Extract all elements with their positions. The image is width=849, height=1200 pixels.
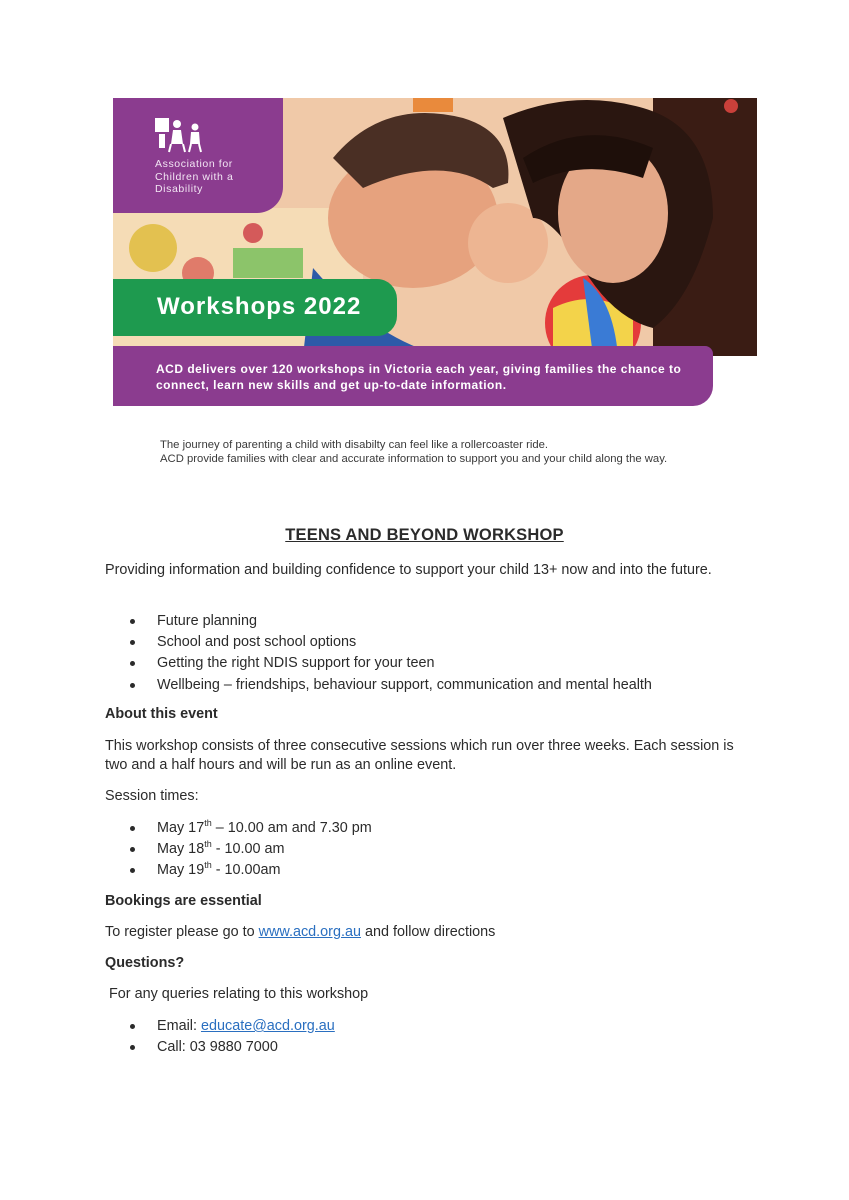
register-suffix: and follow directions [360,924,496,940]
session-day-suffix: th [204,839,212,850]
bullet-icon [130,640,135,645]
bullet-icon [130,868,135,873]
banner-title: Workshops 2022 [157,293,362,320]
acd-website-link[interactable]: www.acd.org.au [258,924,361,940]
list-item [130,654,770,675]
topic-text: School and post school options [157,634,357,651]
acd-logo-icon [155,118,211,154]
list-item [130,1038,530,1059]
bullet-icon [130,847,135,852]
session-day: May 17 [157,820,205,836]
questions-heading: Questions? [105,955,185,971]
bookings-heading: Bookings are essential [105,893,262,909]
session-time: - 10.00 am [211,841,285,858]
bullet-icon [130,683,135,688]
register-line [105,923,495,942]
banner-title-panel [113,279,397,336]
session-list [130,819,530,883]
bullet-icon [130,826,135,831]
list-item [130,861,530,882]
phone-text: Call: 03 9880 7000 [157,1039,278,1056]
topic-text: Future planning [157,613,258,629]
session-day-suffix: th [204,860,212,871]
session-day: May 19 [157,862,205,879]
bullet-icon [130,661,135,666]
questions-text: For any queries relating to this workshop [109,986,369,1002]
list-item [130,840,530,861]
bullet-icon [130,619,135,624]
topic-text: Wellbeing – friendships, behaviour support, communication and mental health [157,676,652,693]
register-prefix: To register please go to [105,924,259,940]
session-time: - 10.00am [211,862,281,879]
acd-logo-text: Association for Children with a Disability [155,158,234,195]
bullet-icon [130,1024,135,1029]
about-text: This workshop consists of three consecutive sessions which run over three weeks. Each session is two and a half hours and will be run as an online event. [105,738,734,773]
workshops-banner [113,98,757,408]
acd-logo-panel [113,98,283,213]
session-day-suffix: th [204,818,212,828]
intro-text [160,438,720,466]
email-label: Email: [157,1018,201,1034]
session-time: – 10.00 am and 7.30 pm [211,820,372,836]
about-heading: About this event [105,706,218,722]
banner-tagline: ACD delivers over 120 workshops in Victoria each year, giving families the chance to connect, learn new skills and get up-to-date information. [156,362,682,392]
list-item [130,819,530,840]
email-link[interactable]: educate@acd.org.au [200,1018,335,1034]
contact-list [130,1017,530,1059]
session-day: May 18 [157,841,205,858]
list-item [130,612,770,633]
topic-list [130,612,770,697]
workshop-description: Providing information and building confidence to support your child 13+ now and into the future. [105,562,712,578]
bullet-icon [130,1045,135,1050]
session-times-label: Session times: [105,788,199,804]
intro-line-1: The journey of parenting a child with disabilty can feel like a rollercoaster ride. [160,439,549,451]
list-item [130,633,770,654]
list-item [130,676,770,697]
banner-tagline-panel [113,346,713,406]
intro-line-2: ACD provide families with clear and accurate information to support you and your child along the way. [160,453,668,465]
topic-text: Getting the right NDIS support for your teen [157,655,435,672]
list-item [130,1017,530,1038]
workshop-heading: TEENS AND BEYOND WORKSHOP [285,526,564,544]
